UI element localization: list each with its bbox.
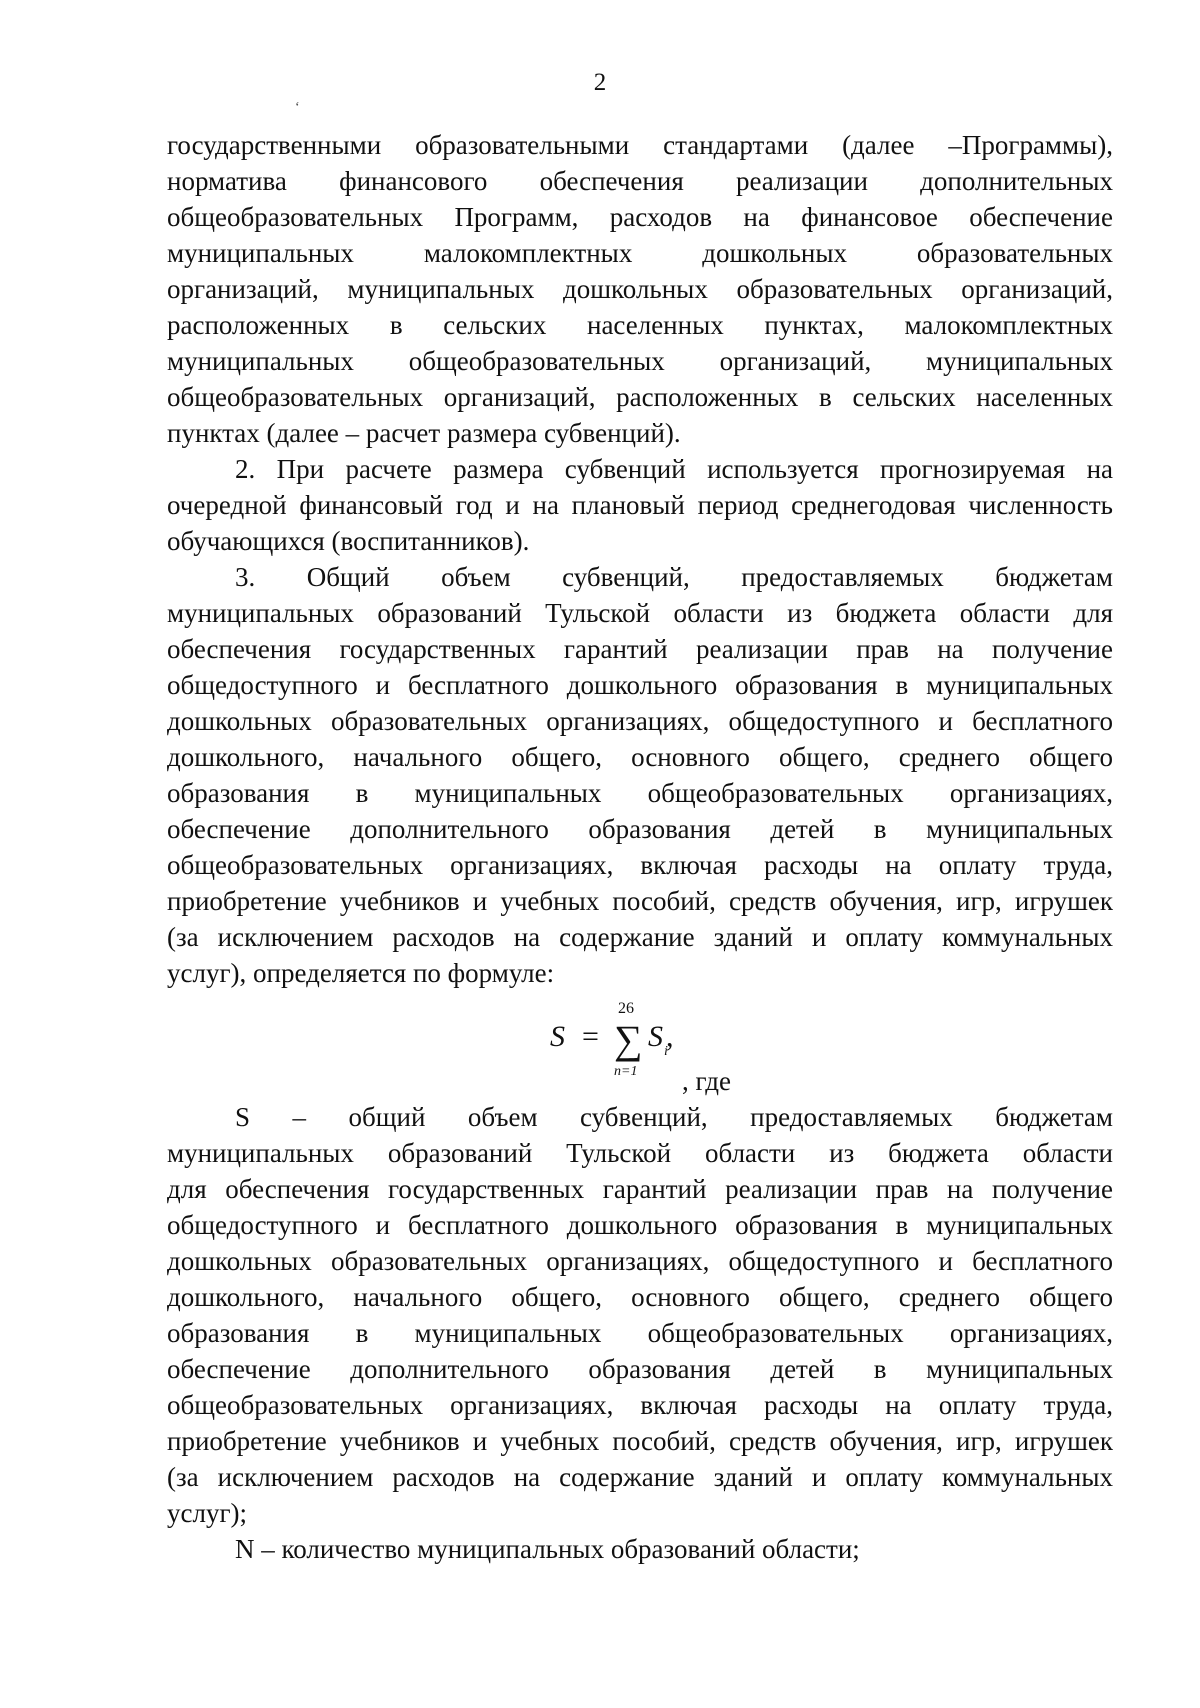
text-line: услуг); xyxy=(167,1498,248,1528)
text-line: образования в муниципальных общеобразовательных организациях, xyxy=(167,1318,1113,1348)
definition-s: S – общий объем субвенций, предоставляемых бюджетам xyxy=(235,1102,1113,1132)
text-line: общедоступного и бесплатного дошкольного образования в муниципальных xyxy=(167,1210,1113,1240)
text-line: дошкольного, начального общего, основного общего, среднего общего xyxy=(167,1282,1113,1312)
page-number: 2 xyxy=(593,69,607,96)
text-line: дошкольных образовательных организациях, общедоступного и бесплатного xyxy=(167,706,1113,736)
text-line: общеобразовательных организациях, включая расходы на оплату труда, xyxy=(167,1390,1113,1420)
text-line: услуг), определяется по формуле: xyxy=(167,958,555,988)
text-line: образования в муниципальных общеобразовательных организациях, xyxy=(167,778,1113,808)
definition-n: N – количество муниципальных образований области; xyxy=(235,1534,860,1564)
text-line: приобретение учебников и учебных пособий, средств обучения, игр, игрушек xyxy=(167,1426,1113,1456)
text-line: государственными образовательными стандартами (далее –Программы), xyxy=(167,130,1113,160)
paragraph-2-start: 2. При расчете размера субвенций используется прогнозируемая на xyxy=(235,454,1113,484)
formula-where: , где xyxy=(682,1066,731,1096)
text-line: расположенных в сельских населенных пунктах, малокомплектных xyxy=(167,310,1113,340)
text-line: для обеспечения государственных гарантий реализации прав на получение xyxy=(167,1174,1113,1204)
formula-lower-limit: n=1 xyxy=(614,1064,638,1079)
formula-upper-limit: 26 xyxy=(618,1000,634,1017)
text-line: общеобразовательных организациях, включая расходы на оплату труда, xyxy=(167,850,1113,880)
paragraph-3-start: 3. Общий объем субвенций, предоставляемых бюджетам xyxy=(235,562,1113,592)
text-line: (за исключением расходов на содержание зданий и оплату коммунальных xyxy=(167,1462,1113,1492)
text-line: обеспечение дополнительного образования детей в муниципальных xyxy=(167,1354,1113,1384)
text-line: муниципальных малокомплектных дошкольных образовательных xyxy=(167,238,1113,268)
text-line: очередной финансовый год и на плановый период среднегодовая численность xyxy=(167,490,1113,520)
sigma-symbol: ∑ xyxy=(614,1017,643,1062)
text-line: приобретение учебников и учебных пособий, средств обучения, игр, игрушек xyxy=(167,886,1113,916)
text-line: муниципальных образований Тульской области из бюджета области для xyxy=(167,598,1113,628)
text-line: муниципальных общеобразовательных организаций, муниципальных xyxy=(167,346,1113,376)
text-line: обеспечение дополнительного образования детей в муниципальных xyxy=(167,814,1113,844)
text-line: (за исключением расходов на содержание зданий и оплату коммунальных xyxy=(167,922,1113,952)
text-line: дошкольного, начального общего, основного общего, среднего общего xyxy=(167,742,1113,772)
text-line: организаций, муниципальных дошкольных образовательных организаций, xyxy=(167,274,1113,304)
text-line: общеобразовательных Программ, расходов на финансовое обеспечение xyxy=(167,202,1113,232)
formula-term: S xyxy=(648,1020,663,1053)
formula-subscript: i xyxy=(664,1044,668,1059)
text-line: дошкольных образовательных организациях, общедоступного и бесплатного xyxy=(167,1246,1113,1276)
text-line: норматива финансового обеспечения реализации дополнительных xyxy=(167,166,1113,196)
text-line: муниципальных образований Тульской области из бюджета области xyxy=(167,1138,1113,1168)
text-line: пунктах (далее – расчет размера субвенций). xyxy=(167,418,681,448)
scan-speck: ‘ xyxy=(295,100,300,115)
formula-comma: , xyxy=(666,1020,674,1053)
text-line: общедоступного и бесплатного дошкольного образования в муниципальных xyxy=(167,670,1113,700)
text-line: обеспечения государственных гарантий реализации прав на получение xyxy=(167,634,1113,664)
formula-lhs: S xyxy=(550,1020,565,1053)
text-line: общеобразовательных организаций, расположенных в сельских населенных xyxy=(167,382,1113,412)
formula-equals: = xyxy=(582,1020,599,1053)
text-line: обучающихся (воспитанников). xyxy=(167,526,530,556)
